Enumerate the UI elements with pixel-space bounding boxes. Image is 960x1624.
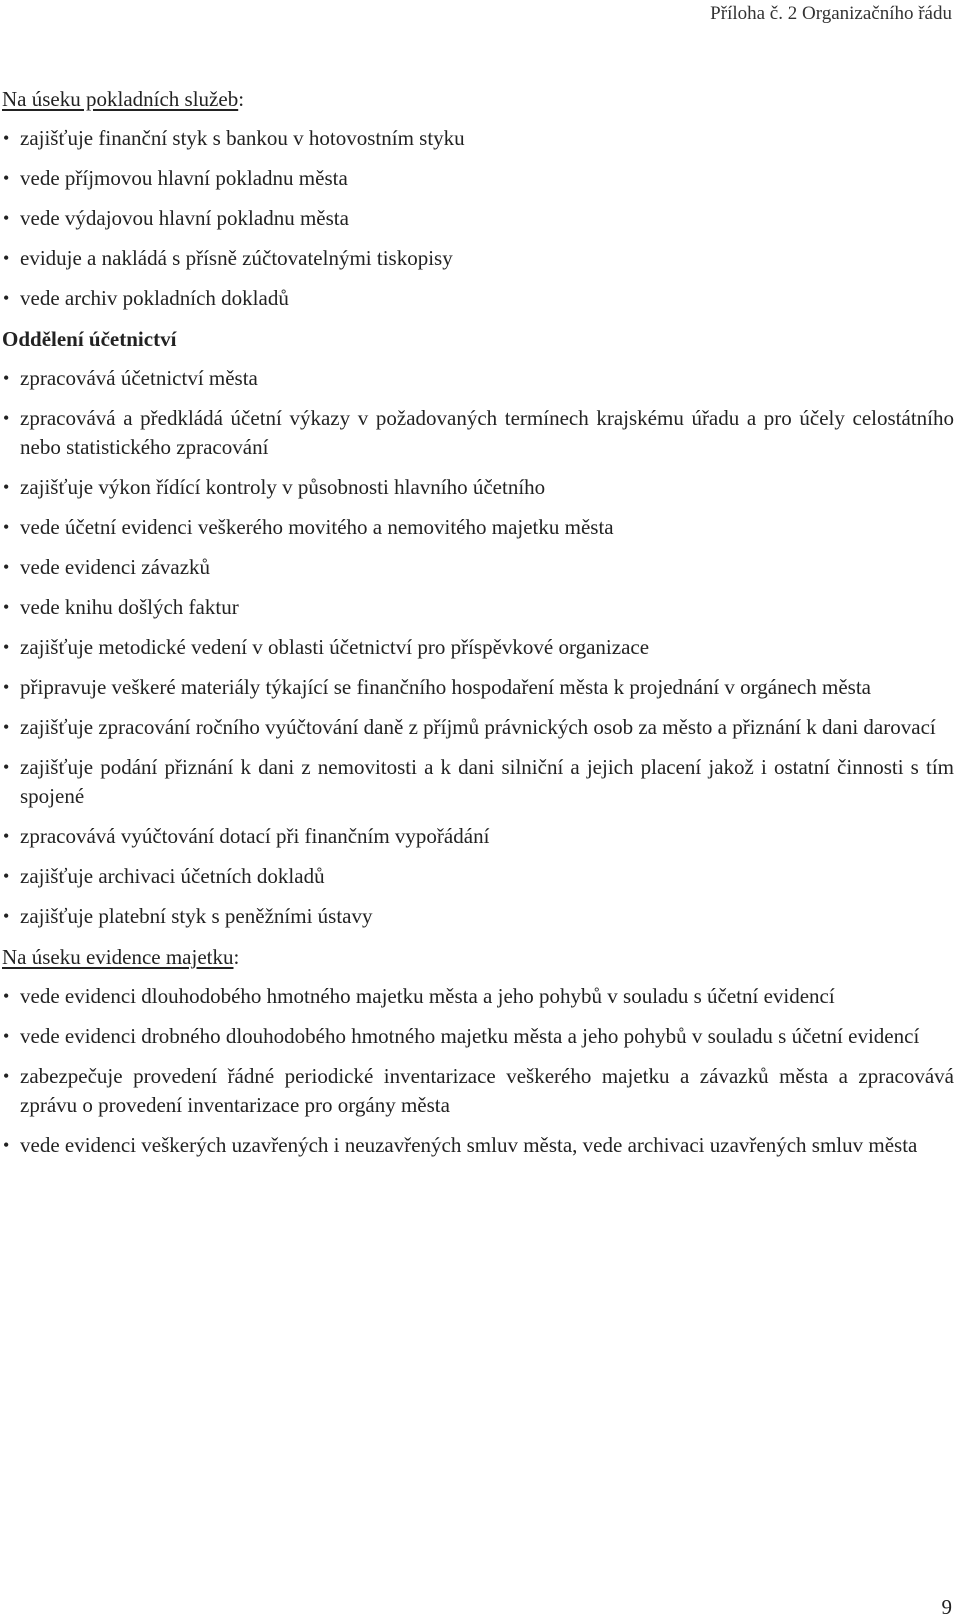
bullet-icon: • (3, 677, 10, 697)
list-item-text: zabezpečuje provedení řádné periodické inventarizace veškerého majetku a závazků města a zpracovává zprávu o provedení inventarizace pro orgány města (20, 1064, 954, 1117)
list-item-text: vede evidenci veškerých uzavřených i neuzavřených smluv města, vede archivaci uzavřených smluv města (20, 1133, 918, 1157)
bullet-icon: • (3, 517, 10, 537)
list-item-text: vede příjmovou hlavní pokladnu města (20, 166, 348, 190)
list-item (2, 862, 958, 891)
list-item (2, 513, 958, 542)
section-heading-pokladni-sluzby (2, 84, 958, 114)
list-item-text: zajišťuje finanční styk s bankou v hotovostním styku (20, 126, 465, 150)
list-item-text: vede výdajovou hlavní pokladnu města (20, 206, 349, 230)
section-heading-oddeleni-ucetnictvi (2, 324, 958, 354)
page-number: 9 (941, 1595, 952, 1619)
bullet-icon: • (3, 637, 10, 657)
list-item-text: zpracovává a předkládá účetní výkazy v požadovaných termínech krajskému úřadu a pro účely celostátního nebo statistického zpracování (20, 406, 954, 459)
list-item-text: zajišťuje archivaci účetních dokladů (20, 864, 325, 888)
list-item (2, 204, 958, 233)
bullet-icon: • (3, 597, 10, 617)
section-heading-suffix: : (233, 945, 240, 969)
bullet-icon: • (3, 757, 10, 777)
list-item-text: zajišťuje platební styk s peněžními ústavy (20, 904, 373, 928)
bullet-icon: • (3, 408, 10, 428)
section-heading-text: Oddělení účetnictví (2, 327, 177, 351)
list-item (2, 404, 958, 462)
list-item (2, 982, 958, 1011)
section-heading-text: Na úseku pokladních služeb (2, 87, 239, 111)
document-body (2, 84, 958, 1171)
list-item-text: zajišťuje podání přiznání k dani z nemovitosti a k dani silniční a jejich placení jakož i ostatní činnosti s tím spojené (20, 755, 954, 808)
list-item (2, 902, 958, 931)
bullet-icon: • (3, 906, 10, 926)
list-item-text: vede evidenci závazků (20, 555, 211, 579)
list-item-text: zajišťuje metodické vedení v oblasti účetnictví pro příspěvkové organizace (20, 635, 650, 659)
bullet-icon: • (3, 826, 10, 846)
list-item (2, 244, 958, 273)
list-item-text: vede knihu došlých faktur (20, 595, 239, 619)
bullet-icon: • (3, 288, 10, 308)
list-item-text: zajišťuje výkon řídící kontroly v působnosti hlavního účetního (20, 475, 546, 499)
list-item (2, 822, 958, 851)
section-heading-text: Na úseku evidence majetku (2, 945, 234, 969)
list-item (2, 633, 958, 662)
list-evidence-majetku (2, 982, 958, 1160)
page-header: Příloha č. 2 Organizačního řádu (710, 3, 952, 24)
list-item (2, 1062, 958, 1120)
list-item (2, 1022, 958, 1051)
bullet-icon: • (3, 128, 10, 148)
bullet-icon: • (3, 248, 10, 268)
list-item (2, 284, 958, 313)
list-item-text: vede účetní evidenci veškerého movitého a nemovitého majetku města (20, 515, 614, 539)
list-item-text: připravuje veškeré materiály týkající se finančního hospodaření města k projednání v orgánech města (20, 675, 871, 699)
list-item (2, 124, 958, 153)
list-item (2, 364, 958, 393)
list-oddeleni-ucetnictvi (2, 364, 958, 931)
bullet-icon: • (3, 557, 10, 577)
bullet-icon: • (3, 866, 10, 886)
list-item (2, 473, 958, 502)
list-item-text: eviduje a nakládá s přísně zúčtovatelnými tiskopisy (20, 246, 453, 270)
bullet-icon: • (3, 168, 10, 188)
list-item-text: vede evidenci dlouhodobého hmotného majetku města a jeho pohybů v souladu s účetní evidencí (20, 984, 835, 1008)
list-item (2, 753, 958, 811)
list-item (2, 713, 958, 742)
list-item (2, 1131, 958, 1160)
bullet-icon: • (3, 717, 10, 737)
list-item-text: zajišťuje zpracování ročního vyúčtování daně z příjmů právnických osob za město a přiznání k dani darovací (20, 715, 936, 739)
list-pokladni-sluzby (2, 124, 958, 313)
list-item-text: zpracovává vyúčtování dotací při finančním vypořádání (20, 824, 490, 848)
bullet-icon: • (3, 208, 10, 228)
list-item (2, 164, 958, 193)
bullet-icon: • (3, 986, 10, 1006)
bullet-icon: • (3, 1026, 10, 1046)
list-item (2, 593, 958, 622)
list-item-text: vede archiv pokladních dokladů (20, 286, 289, 310)
list-item (2, 673, 958, 702)
bullet-icon: • (3, 368, 10, 388)
list-item (2, 553, 958, 582)
bullet-icon: • (3, 1135, 10, 1155)
bullet-icon: • (3, 1066, 10, 1086)
section-heading-suffix: : (238, 87, 245, 111)
list-item-text: vede evidenci drobného dlouhodobého hmotného majetku města a jeho pohybů v souladu s účetní evidencí (20, 1024, 920, 1048)
list-item-text: zpracovává účetnictví města (20, 366, 258, 390)
bullet-icon: • (3, 477, 10, 497)
section-heading-evidence-majetku (2, 942, 958, 972)
